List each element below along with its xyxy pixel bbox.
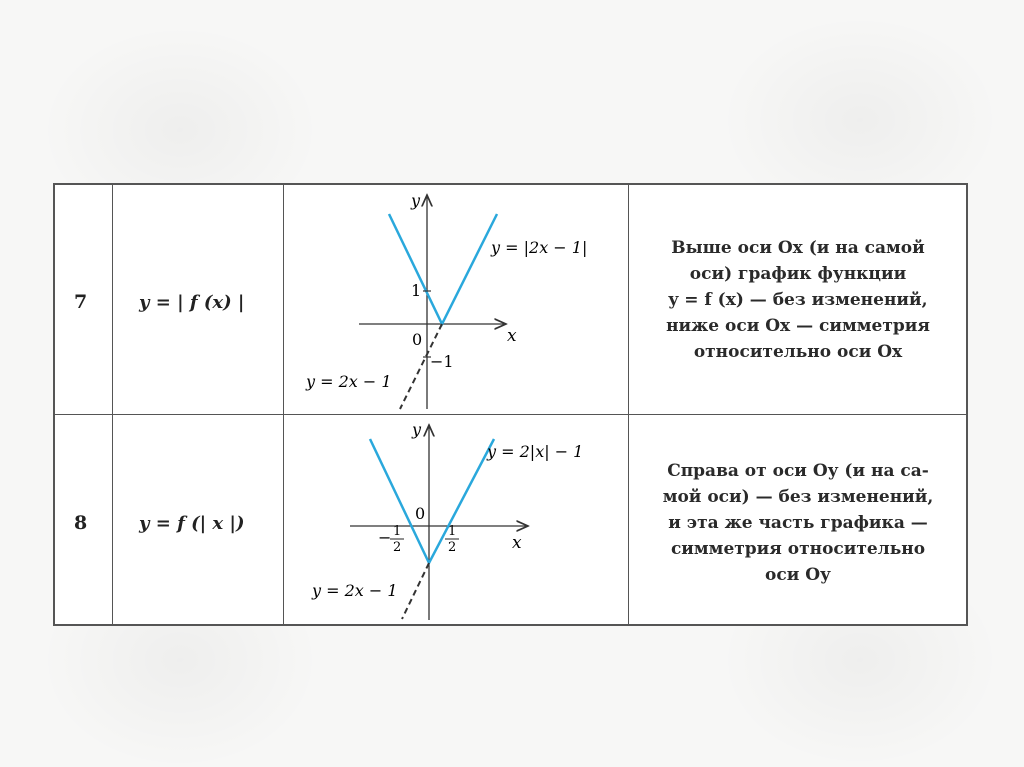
tick-one-label: 1 [411, 281, 422, 300]
description-line: Справа от оси Оу (и на са- [667, 461, 929, 481]
description-line: ниже оси Ох — симметрия [666, 316, 930, 336]
tick-half-num: 1 [448, 524, 457, 539]
tick-neg-half-num: 1 [393, 524, 402, 539]
graph-main-label: y = 2|x| − 1 [487, 442, 584, 461]
graph-row-8 [284, 415, 627, 626]
description-line: оси) график функции [689, 264, 907, 284]
y-axis-label: y [412, 420, 422, 439]
graph-dashed-line [402, 563, 429, 619]
origin-label: 0 [412, 330, 423, 349]
description-line: симметрия относительно [670, 539, 926, 559]
row-number: 7 [74, 291, 88, 313]
graph-abs-line [389, 214, 497, 324]
graph-row-7 [284, 185, 627, 414]
column-divider [628, 185, 629, 624]
description-line: и эта же часть графика — [668, 513, 928, 533]
description-line: оси Оу [765, 565, 831, 585]
row-formula: y = f (| x |) [139, 513, 245, 534]
row-number: 8 [74, 512, 88, 534]
tick-neg-half-den: 2 [393, 540, 402, 555]
graph-dashed-label: y = 2x − 1 [306, 372, 392, 391]
y-axis-label: y [411, 191, 421, 210]
origin-label: 0 [415, 504, 426, 523]
tick-half-den: 2 [448, 540, 457, 555]
description-line: Выше оси Ох (и на самой [671, 238, 925, 258]
description-line: мой оси) — без изменений, [662, 487, 934, 507]
graph-dashed-label: y = 2x − 1 [312, 581, 398, 600]
x-axis-label: x [507, 326, 517, 346]
description-line: относительно оси Ох [693, 342, 903, 362]
tick-neg-half-sign: − [378, 528, 392, 547]
graph-main-label: y = |2x − 1| [491, 238, 588, 257]
row-formula: y = | f (x) | [139, 292, 245, 313]
description-row-8 [633, 458, 963, 588]
x-axis-label: x [512, 533, 522, 553]
description-row-7 [633, 235, 963, 365]
function-transform-table [53, 183, 968, 626]
column-divider [112, 185, 113, 624]
tick-minus-one-label: −1 [430, 352, 454, 371]
description-line: y = f (x) — без изменений, [668, 290, 928, 310]
